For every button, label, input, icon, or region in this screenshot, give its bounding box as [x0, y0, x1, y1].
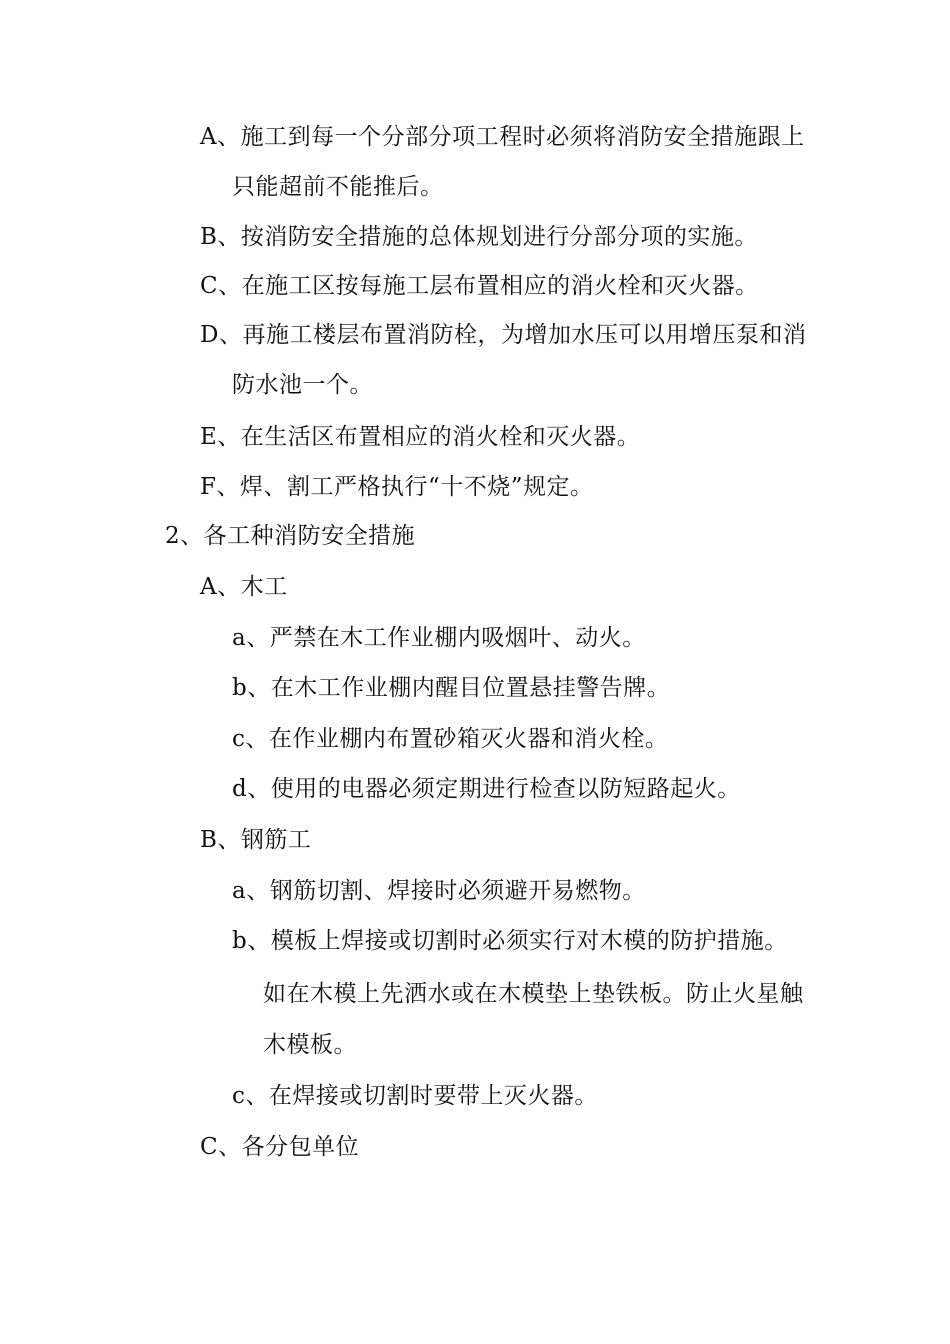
- steel-item-a: a、钢筋切割、焊接时必须避开易燃物。: [232, 878, 646, 904]
- steel-item-b-line-3: 木模板。: [263, 1032, 357, 1058]
- subsection-a-carpenter: A、木工: [200, 574, 288, 600]
- steel-item-b-line-2: 如在木模上先洒水或在木模垫上垫铁板。防止火星触: [263, 981, 804, 1007]
- item-b: B、按消防安全措施的总体规划进行分部分项的实施。: [200, 224, 758, 250]
- item-d-line-2: 防水池一个。: [232, 372, 373, 398]
- item-e: E、在生活区布置相应的消火栓和灭火器。: [200, 424, 641, 450]
- carpenter-item-b: b、在木工作业棚内醒目位置悬挂警告牌。: [232, 675, 671, 701]
- section-2-heading: 2、各工种消防安全措施: [165, 523, 416, 549]
- item-c: C、在施工区按每施工层布置相应的消火栓和灭火器。: [200, 273, 759, 299]
- steel-item-c: c、在焊接或切割时要带上灭火器。: [232, 1083, 598, 1109]
- item-f: F、焊、割工严格执行“十不烧”规定。: [200, 474, 594, 500]
- carpenter-item-d: d、使用的电器必须定期进行检查以防短路起火。: [232, 776, 741, 802]
- subsection-c-subcontractors: C、各分包单位: [200, 1134, 360, 1160]
- carpenter-item-a: a、严禁在木工作业棚内吸烟叶、动火。: [232, 625, 646, 651]
- item-a-line-2: 只能超前不能推后。: [232, 174, 444, 200]
- steel-item-b-line-1: b、模板上焊接或切割时必须实行对木模的防护措施。: [232, 928, 788, 954]
- carpenter-item-c: c、在作业棚内布置砂箱灭火器和消火栓。: [232, 726, 669, 752]
- subsection-b-steel: B、钢筋工: [200, 827, 312, 853]
- item-d-line-1: D、再施工楼层布置消防栓，为增加水压可以用增压泵和消: [200, 322, 807, 348]
- item-a-line-1: A、施工到每一个分部分项工程时必须将消防安全措施跟上: [200, 124, 805, 150]
